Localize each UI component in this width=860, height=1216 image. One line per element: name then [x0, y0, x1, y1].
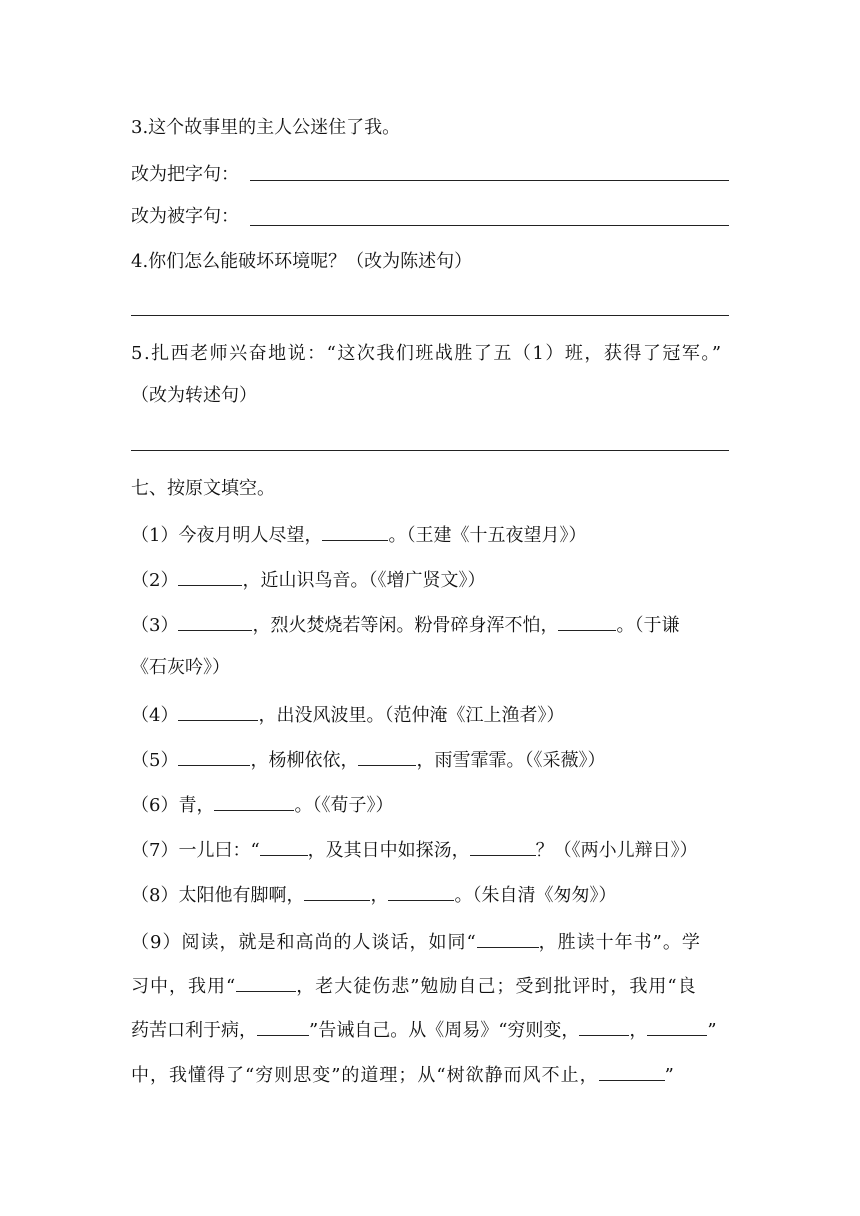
fill-item-3: （3） ，烈火焚烧若等闲。粉骨碎身浑不怕， 。（于谦: [131, 612, 679, 637]
bei-answer-line[interactable]: [250, 225, 729, 226]
q5-note: （改为转述句）: [131, 385, 257, 406]
blank[interactable]: [178, 567, 242, 586]
blank[interactable]: [178, 702, 258, 721]
blank[interactable]: [647, 1017, 707, 1036]
fill-item-3-cont: 《石灰吟》）: [131, 657, 230, 678]
blank[interactable]: [477, 929, 539, 948]
fill-item-9-line3: 药苦口利于病， ”告诫自己。从《周易》“穷则变， ， ”: [131, 1017, 717, 1042]
ba-label: 改为把字句：: [131, 164, 239, 185]
blank[interactable]: [579, 1017, 629, 1036]
section7-heading: 七、按原文填空。: [131, 478, 275, 499]
blank[interactable]: [257, 1017, 309, 1036]
blank[interactable]: [388, 882, 454, 901]
q3-title: 3.这个故事里的主人公迷住了我。: [131, 117, 401, 138]
blank[interactable]: [304, 882, 370, 901]
fill-item-7: （7）一儿曰：“ ，及其日中如探汤， ？（《两小儿辩日》）: [131, 837, 698, 862]
fill-item-9-line2: 习中，我用“ ，老大徒伤悲”勉励自己；受到批评时，我用“良: [131, 973, 697, 998]
ba-answer-line[interactable]: [250, 180, 729, 181]
fill-item-4: （4） ，出没风波里。（范仲淹《江上渔者》）: [131, 702, 564, 727]
fill-item-1: （1）今夜月明人尽望， 。（王建《十五夜望月》）: [131, 522, 586, 547]
blank[interactable]: [470, 837, 536, 856]
fill-item-6: （6）青， 。（《荀子》）: [131, 792, 393, 817]
blank[interactable]: [214, 792, 294, 811]
blank[interactable]: [260, 837, 308, 856]
blank[interactable]: [558, 612, 616, 631]
q4-title: 4.你们怎么能破坏环境呢？（改为陈述句）: [131, 251, 473, 272]
blank[interactable]: [599, 1062, 665, 1081]
blank[interactable]: [178, 747, 250, 766]
q5-answer-line[interactable]: [131, 450, 729, 451]
q4-answer-line[interactable]: [131, 315, 729, 316]
q5-title: 5.扎西老师兴奋地说：“这次我们班战胜了五（1）班，获得了冠军。”: [131, 343, 723, 364]
fill-item-9-line4: 中，我懂得了“穷则思变”的道理；从“树欲静而风不止， ”: [131, 1062, 675, 1087]
blank[interactable]: [322, 522, 388, 541]
fill-item-2: （2） ，近山识鸟音。（《增广贤文》）: [131, 567, 485, 592]
blank[interactable]: [236, 973, 296, 992]
bei-label: 改为被字句：: [131, 206, 239, 227]
fill-item-5: （5） ，杨柳依依， ，雨雪霏霏。（《采薇》）: [131, 747, 605, 772]
fill-item-9-line1: （9）阅读，就是和高尚的人谈话，如同“ ，胜读十年书”。学: [131, 929, 701, 954]
fill-item-8: （8）太阳他有脚啊， ， 。（朱自清《匆匆》）: [131, 882, 616, 907]
blank[interactable]: [178, 612, 252, 631]
blank[interactable]: [358, 747, 416, 766]
